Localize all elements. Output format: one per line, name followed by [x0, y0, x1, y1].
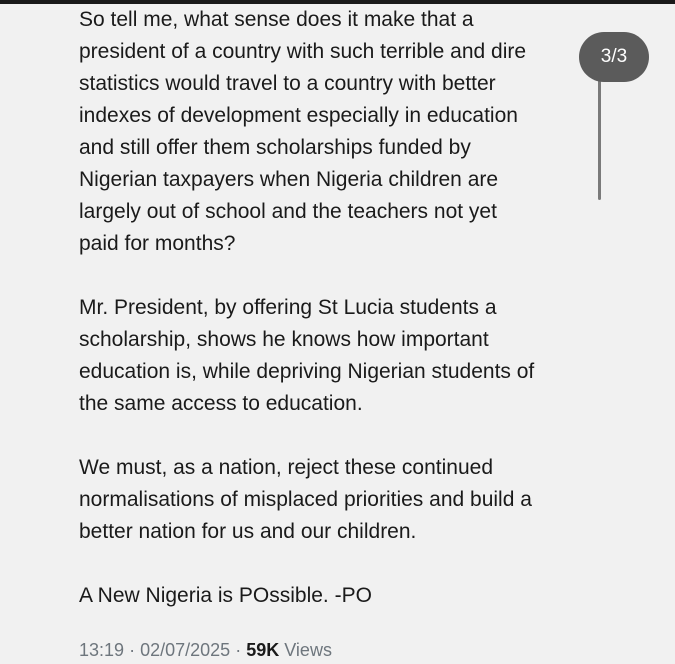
post-metadata — [79, 640, 332, 661]
post-paragraph-2: Mr. President, by offering St Lucia students a scholarship, shows he knows how important education is, while depriving Nigerian students of the same access to education. — [79, 296, 535, 415]
post-paragraph-3: We must, as a nation, reject these continued normalisations of misplaced priorities and build a better nation for us and our children. — [79, 456, 532, 543]
page-counter-badge: 3/3 — [579, 32, 649, 82]
post-date: 02/07/2025 — [140, 640, 231, 660]
post-time: 13:19 — [79, 640, 125, 660]
scroll-indicator[interactable] — [598, 64, 601, 200]
views-count: 59K — [246, 640, 280, 660]
views-label: Views — [284, 640, 332, 660]
meta-separator-2: · — [235, 640, 242, 660]
post-paragraph-1: So tell me, what sense does it make that a president of a country with such terrible and dire statistics would travel to a country with better indexes of development especially in education and still offer them scholarships funded by Nigerian taxpayers when Nigeria children are largely out of school and the teachers not yet paid for months? — [79, 8, 527, 255]
meta-separator: · — [129, 640, 136, 660]
post-paragraph-4: A New Nigeria is POssible. -PO — [79, 584, 372, 607]
